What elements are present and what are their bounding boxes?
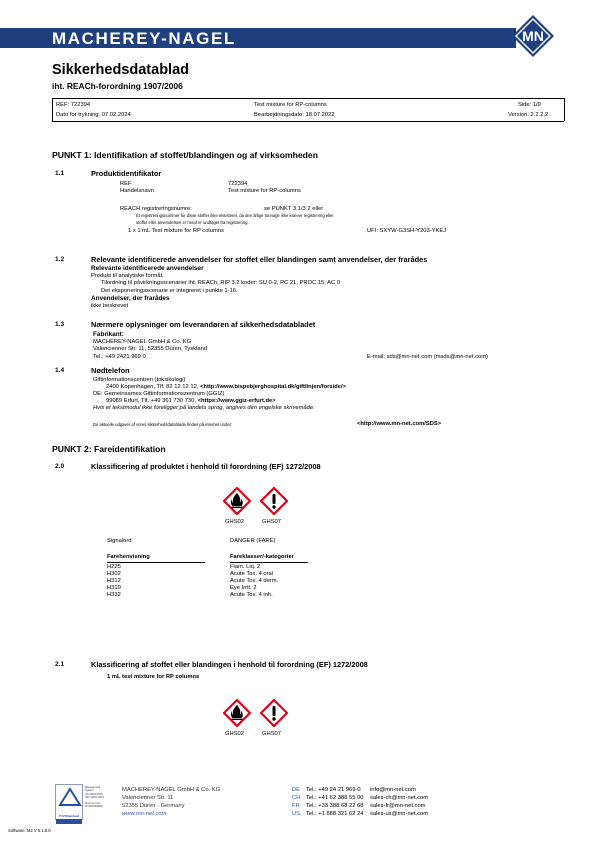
s21-num: 2.1	[55, 661, 65, 668]
signal-label: Signalord	[107, 538, 132, 544]
s11-name-value: Test mixture for RP-columns	[228, 188, 301, 194]
footer-city: 52355 Düren · Germany	[122, 803, 185, 809]
s11-reach-value: se PUNKT 3.1/3.2 eller	[264, 206, 324, 212]
doc-title: Sikkerhedsdatablad	[52, 62, 189, 78]
s11-ref-label: REF	[120, 181, 132, 187]
tuv-logo-text: TÜVRheinland	[58, 814, 80, 818]
contact-tel: Tel.: +49 24 21 969-0	[306, 787, 361, 793]
hazard-row-class: Acute Tox. 4 oral	[230, 571, 274, 577]
s14-line4	[106, 398, 276, 404]
contact-country: CH	[292, 795, 301, 801]
contact-tel: Tel.: +41 62 388 55 00	[306, 795, 364, 801]
hazard-row-code: H302	[107, 571, 121, 577]
s14-line2-text: 2400 Kopenhagen, Tlf. 82 12 12 12,	[106, 384, 201, 390]
brand-logo	[511, 14, 555, 58]
meta-ref: REF: 722394	[56, 102, 91, 108]
s14-line2	[106, 384, 346, 390]
hazard-col-statement: Farehenvisning	[107, 554, 150, 560]
contact-tel: Tel.: +1 888 321 62 24	[306, 811, 364, 817]
hazard-row-code: H319	[107, 585, 121, 591]
cert-text-line: ID 9000000000	[85, 805, 103, 809]
contact-row	[292, 794, 428, 802]
hazard-row-class: Acute Tox. 4 derm.	[230, 578, 279, 584]
punkt2-title: PUNKT 2: Fareidentifikation	[52, 444, 166, 454]
s20-pictogram-ghs02	[223, 487, 251, 520]
contact-mail[interactable]: sales-us@mn-net.com	[370, 811, 429, 817]
s12-line1: Produkt til analytiske formål.	[91, 273, 164, 279]
s12-line4: ikke beskrevet	[91, 303, 129, 309]
s21-pictogram-ghs07	[260, 699, 288, 732]
s20-num: 2.0	[55, 463, 65, 470]
meta-page: Side: 1/9	[518, 102, 541, 108]
cert-text-line: ISO 9001:2015	[85, 792, 103, 796]
s14-sds-link[interactable]: <http://www.mn-net.com/SDS>	[357, 421, 442, 427]
footer-street: Valencienner Str. 11	[122, 795, 174, 801]
s12-sub2: Anvendelser, der frarådes	[91, 295, 170, 302]
s13-company: MACHEREY-NAGEL GmbH & Co. KG	[93, 339, 192, 345]
s21-sub: 1 mL test mixture for RP columns	[107, 674, 200, 680]
s14-line5: Hvis et tekstmodul ikke foreligger på landets sprog, angives den engelske skrivemåde.	[93, 405, 315, 411]
s11-reach-label: REACH registreringsnumre:	[120, 206, 192, 212]
s20-pictogram-ghs07	[260, 487, 288, 520]
footer-address	[122, 786, 220, 818]
hazard-row-code: H332	[107, 592, 121, 598]
s13-address: Valencienner Str. 11, 52355 Düren, Tyskland	[93, 346, 208, 352]
hazard-col-class: Fareklasser/-kategorier	[230, 554, 294, 560]
exclamation-icon	[260, 699, 288, 727]
s12-sub1: Relevante identificerede anvendelser	[91, 265, 204, 272]
s21-ghs07-label: GHS07	[262, 731, 282, 737]
hazard-row-class: Flam. Liq. 2	[230, 564, 261, 570]
s13-tel: Tel.: +49 2421 969 0	[93, 354, 146, 360]
s21-pictogram-ghs02	[223, 699, 251, 732]
contact-mail[interactable]: info@mn-net.com	[370, 787, 416, 793]
flame-icon	[223, 487, 251, 515]
exclamation-icon	[260, 487, 288, 515]
cert-text-line: Management	[85, 786, 101, 789]
cert-text-line: www.tuv.com	[85, 801, 101, 805]
doc-subtitle: iht. REACh-forordning 1907/2006	[52, 81, 183, 91]
footer-company: MACHEREY-NAGEL GmbH & Co. KG	[122, 787, 221, 793]
s11-reach-note2: stoffet eller anvendelsen er heraf er undtaget fra registrering.	[136, 220, 249, 225]
meta-print-date: Dato for trykning: 07.02.2024	[56, 112, 131, 118]
contact-mail[interactable]: sales-fr@mn-net.com	[370, 803, 426, 809]
s14-line1: Giftinformationscentren (toksikologi)	[93, 377, 186, 383]
s14-heading: Nødtelefon	[91, 366, 130, 375]
contact-country: FR	[292, 803, 300, 809]
software-version: Software: M2 V 6.1.5.0	[8, 828, 51, 833]
contact-country: DE	[292, 787, 301, 793]
s13-num: 1.3	[55, 321, 65, 328]
s13-maker-label: Fabrikant:	[93, 331, 124, 338]
s12-heading: Relevante identificerede anvendelser for stoffet eller blandingen samt anvendelser, der frarådes	[91, 255, 428, 264]
hazard-row-code: H225	[107, 564, 121, 570]
s11-num: 1.1	[55, 170, 65, 177]
tuv-cert-logo	[55, 784, 83, 820]
s14-line3: DE: Gemeinsames Giftinformationszentrum (GGIZ)	[93, 391, 225, 397]
cert-text-line: System	[85, 789, 94, 793]
s21-ghs02-label: GHS02	[225, 731, 245, 737]
contact-row	[292, 810, 428, 818]
s13-heading: Nærmere oplysninger om leverandøren af sikkerhedsdatabladet	[91, 320, 316, 329]
s20-ghs07-label: GHS07	[262, 519, 282, 525]
s11-heading: Produktidentifikator	[91, 169, 162, 178]
s11-name-label: Handelsnavn	[120, 188, 154, 194]
s20-ghs02-label: GHS02	[225, 519, 245, 525]
cert-text	[85, 786, 104, 808]
s20-heading: Klassificering af produktet i henhold til forordning (EF) 1272/2008	[91, 462, 321, 471]
contact-row	[292, 786, 428, 794]
s11-item: 1 x 1 mL Test mixture for RP columns	[128, 228, 224, 234]
hazard-row-code: H312	[107, 578, 121, 584]
punkt1-title: PUNKT 1: Identifikation af stoffet/blandingen og af virksomheden	[52, 150, 318, 160]
meta-version: Version: 2.2.2.2	[508, 112, 549, 118]
contact-row	[292, 802, 428, 810]
contact-tel: Tel.: +33 388 68 22 68	[306, 803, 364, 809]
hazard-row-class: Eye Irrit. 2	[230, 585, 257, 591]
s14-num: 1.4	[55, 367, 65, 374]
mn-logo-icon	[511, 14, 555, 58]
s12-line3: Det eksponeringsscenarie er integreret i punkte 1-16.	[101, 288, 238, 294]
brand-banner: MACHEREY-NAGEL	[0, 28, 516, 48]
meta-product: Test mixture for RP-columns	[254, 102, 327, 108]
contact-mail[interactable]: sales-ch@mn-net.com	[370, 795, 429, 801]
flame-icon	[223, 699, 251, 727]
s14-line4-text: 99089 Erfurt, Tlf. +49 361 730 730,	[106, 398, 198, 404]
meta-revision-date: Bearbejdningsdato: 18.07.2022	[254, 112, 335, 118]
s11-ufi: UFI: SXYW-G3SH-Y203-YKEJ	[367, 228, 447, 234]
s12-num: 1.2	[55, 256, 65, 263]
footer-web-link[interactable]: www.mn-net.com	[122, 811, 167, 817]
signal-value: DANGER (FARE)	[230, 538, 276, 544]
hazard-row-class: Acute Tox. 4 inh.	[230, 592, 273, 598]
logo-text: MN	[522, 28, 544, 44]
cert-text-line: ISO 14001:2015	[85, 796, 104, 800]
footer-contacts	[292, 786, 428, 818]
s21-heading: Klassificering af stoffet eller blandingen i henhold til forordning (EF) 1272/2008	[91, 660, 368, 669]
s13-email: E-mail: sds@mn-net.com (msds@mn-net.com)	[367, 354, 488, 360]
s11-ref-value: 722394	[228, 181, 248, 187]
s14-link-bispebjerg[interactable]: <http://www.bispebjerghospital.dk/giftlinjen/forside/>	[200, 384, 347, 390]
tuv-triangle-icon	[56, 785, 84, 809]
contact-country: US	[292, 811, 301, 817]
s12-line2: Tilordning til påvirkningsscenarier iht. REACh, RIP 3.2 koder: SU 0-2, PC 21, PROC 15, AC 0	[101, 280, 341, 286]
s14-line6: De aktuelle udgaver af vores sikkerhedsdatablade findes på internet under:	[93, 422, 233, 427]
s11-reach-note1: Et registreringsnummer for disse stoffer ikke eksisterer, da den årlige tonnage ikke kræver registrering eller	[136, 213, 334, 218]
s14-link-ggiz[interactable]: <https://www.ggiz-erfurt.de>	[197, 398, 276, 404]
